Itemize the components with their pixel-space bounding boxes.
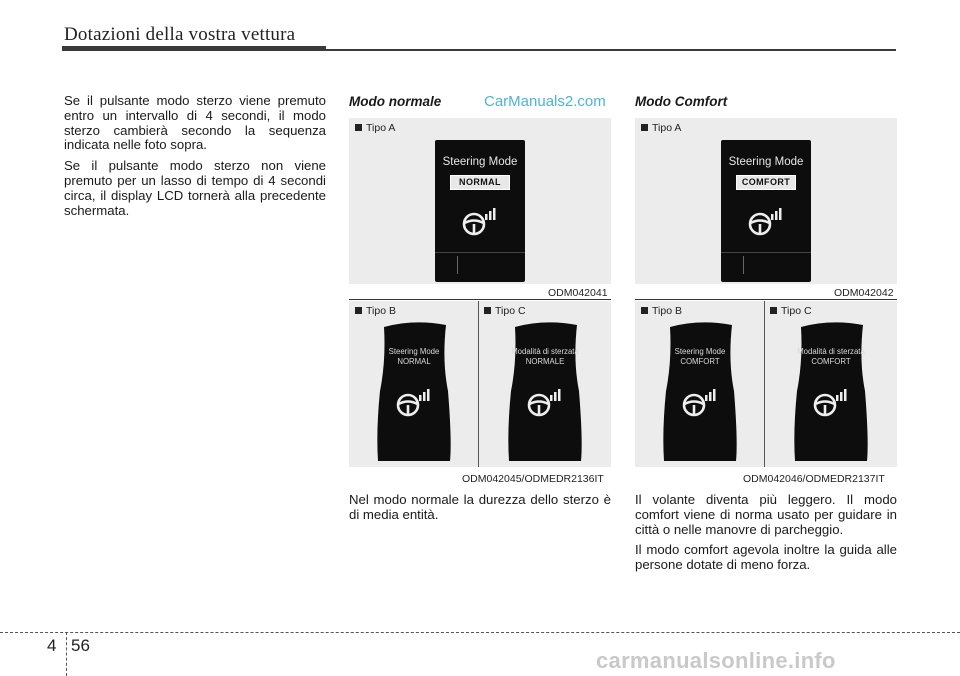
comfort-lcd-screen-b — [660, 321, 740, 463]
page-header-title: Dotazioni della vostra vettura — [64, 24, 296, 45]
normal-tipo-b-label: Tipo B — [355, 305, 396, 317]
comfort-tipo-b-label: Tipo B — [641, 305, 682, 317]
comfort-lcd-screen-c — [791, 321, 871, 463]
comfort-paragraph-2: Il modo comfort agevola inoltre la guida alle persone dotate di meno forza. — [635, 542, 897, 573]
normal-screen-a-mode: NORMAL — [450, 175, 510, 190]
normal-description: Nel modo normale la durezza dello sterzo è di media entità. — [349, 492, 611, 522]
square-bullet-icon — [770, 307, 777, 314]
comfort-lcd-screen-a — [721, 140, 811, 282]
comfort-figure-a-code: ODM042042 — [834, 287, 894, 299]
normal-lcd-screen-c — [505, 321, 585, 463]
normal-tipo-c-label: Tipo C — [484, 305, 526, 317]
normal-screen-a-divider — [435, 252, 525, 253]
left-column — [64, 94, 326, 218]
comfort-paragraph-1: Il volante diventa più leggero. Il modo comfort viene di norma usato per guidare in città o nelle manovre di parcheggio. — [635, 492, 897, 537]
comfort-screen-a-title: Steering Mode — [728, 156, 804, 168]
chapter-number: 4 — [47, 636, 57, 655]
steering-wheel-icon — [395, 385, 433, 419]
comfort-screen-a-mode: COMFORT — [736, 175, 796, 190]
normal-screen-a-title: Steering Mode — [442, 156, 518, 168]
normal-lcd-screen-a — [435, 140, 525, 282]
comfort-description — [635, 493, 897, 573]
square-bullet-icon — [484, 307, 491, 314]
normal-screen-b-text: Steering Mode NORMAL — [388, 347, 440, 366]
watermark-top[interactable]: CarManuals2.com — [484, 93, 606, 110]
square-bullet-icon — [641, 307, 648, 314]
comfort-screen-a-divider — [721, 252, 811, 253]
steering-wheel-icon — [747, 204, 785, 238]
footer-rule — [0, 632, 960, 633]
normal-figure-bc-code: ODM042045/ODMEDR2136IT — [462, 473, 604, 485]
normal-bc-divider — [478, 301, 479, 467]
comfort-figure-bc-code: ODM042046/ODMEDR2137IT — [743, 473, 885, 485]
normal-figure-separator — [349, 299, 611, 300]
normal-screen-a-tick — [457, 256, 458, 274]
comfort-heading: Modo Comfort — [635, 94, 728, 109]
intro-paragraph-2: Se il pulsante modo sterzo non viene premuto per un lasso di tempo di 4 secondi circa, il display LCD tornerà alla precedente schermata. — [64, 158, 326, 218]
normal-figure-a-code: ODM042041 — [548, 287, 608, 299]
steering-wheel-icon — [461, 204, 499, 238]
normal-tipo-a-label: Tipo A — [355, 122, 395, 134]
normal-lcd-screen-b — [374, 321, 454, 463]
normal-figure-a — [349, 118, 611, 284]
comfort-figure-a — [635, 118, 897, 284]
comfort-bc-divider — [764, 301, 765, 467]
comfort-screen-b-text: Steering Mode COMFORT — [674, 347, 726, 366]
square-bullet-icon — [355, 124, 362, 131]
header-rule — [326, 49, 896, 51]
square-bullet-icon — [641, 124, 648, 131]
steering-wheel-icon — [526, 385, 564, 419]
comfort-tipo-c-label: Tipo C — [770, 305, 812, 317]
intro-paragraph-1: Se il pulsante modo sterzo viene premuto entro un intervallo di 4 secondi, il modo sterzo cambierà secondo la sequenza indicata nelle foto sopra. — [64, 93, 326, 153]
normal-heading: Modo normale — [349, 94, 442, 109]
comfort-screen-a-tick — [743, 256, 744, 274]
page-number: 56 — [71, 636, 90, 655]
normal-figure-bc — [349, 301, 611, 467]
square-bullet-icon — [355, 307, 362, 314]
steering-wheel-icon — [681, 385, 719, 419]
normal-screen-c-text: Modalità di sterzata NORMALE — [511, 347, 579, 366]
comfort-figure-bc — [635, 301, 897, 467]
comfort-tipo-a-label: Tipo A — [641, 122, 681, 134]
comfort-figure-separator — [635, 299, 897, 300]
footer-page-divider — [66, 632, 67, 676]
steering-wheel-icon — [812, 385, 850, 419]
comfort-screen-c-text: Modalità di sterzata COMFORT — [797, 347, 865, 366]
header-bar — [62, 46, 326, 51]
watermark-bottom[interactable]: carmanualsonline.info — [596, 648, 836, 673]
